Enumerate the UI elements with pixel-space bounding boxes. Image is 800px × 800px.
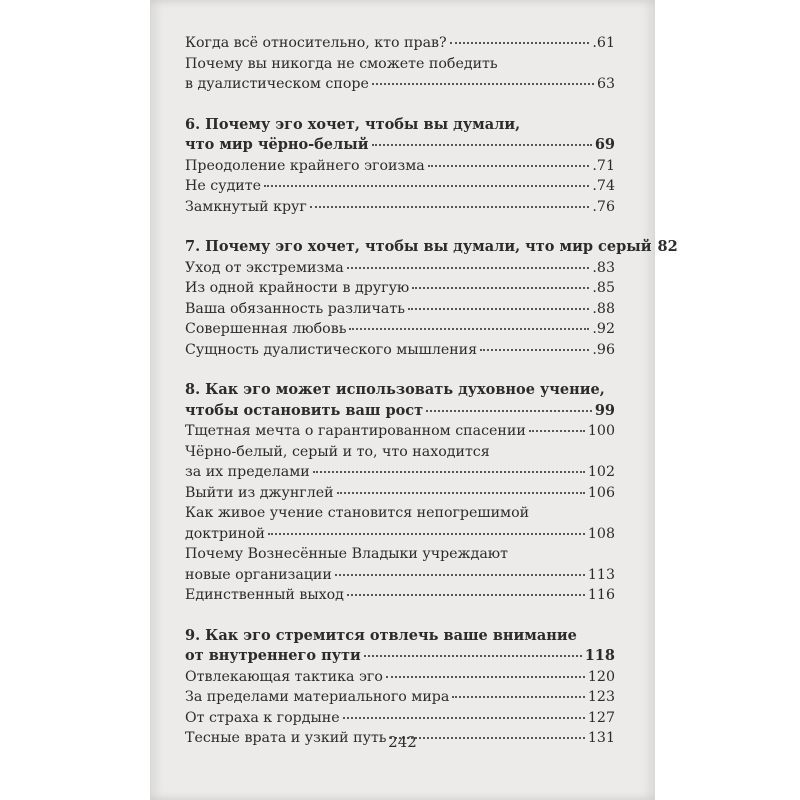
leader-dots <box>412 286 589 289</box>
leader-dots <box>386 675 585 678</box>
entry-page: .71 <box>592 157 615 174</box>
toc-entry <box>185 462 615 483</box>
entry-title: Тщетная мечта о гарантированном спасении <box>185 423 526 439</box>
entry-title-line: Почему вы никогда не сможете победить <box>185 55 498 72</box>
leader-dots <box>268 532 585 535</box>
entry-title: Сущность дуалистического мышления <box>185 341 478 358</box>
entry-title: Единственный выход <box>185 587 344 603</box>
toc-section <box>185 33 615 95</box>
leader-dots <box>264 184 589 187</box>
toc-section <box>185 626 615 749</box>
entry-title: доктриной <box>185 525 265 542</box>
entry-page: .83 <box>592 259 615 276</box>
entry-title: Из одной крайности в другую <box>185 280 410 296</box>
entry-title: Уход от экстремизма <box>185 259 344 276</box>
chapter-heading <box>185 135 615 156</box>
chapter-title: от внутреннего пути <box>185 647 361 664</box>
toc-entry <box>185 197 615 218</box>
entry-title: Отвлекающая тактика эго <box>185 668 383 685</box>
entry-page: 102 <box>587 464 615 480</box>
leader-dots <box>313 470 585 473</box>
chapter-title: чтобы остановить ваш рост <box>185 401 424 419</box>
entry-page: .88 <box>592 300 615 317</box>
entry-title: Не судите <box>185 178 262 194</box>
entry-title: за их пределами <box>185 464 310 480</box>
toc-section <box>185 115 615 218</box>
leader-dots <box>347 593 585 596</box>
entry-page: 120 <box>587 668 615 685</box>
leader-dots <box>452 695 585 698</box>
leader-dots <box>372 82 594 85</box>
leader-dots <box>450 41 590 44</box>
leader-dots <box>428 164 590 167</box>
toc-entry <box>185 278 615 299</box>
entry-page: .92 <box>592 321 615 337</box>
leader-dots <box>372 143 592 146</box>
leader-dots <box>335 573 585 576</box>
toc-entry <box>185 74 615 95</box>
entry-page: 131 <box>587 730 615 746</box>
toc-section <box>185 237 678 360</box>
chapter-page: 69 <box>594 136 615 153</box>
entry-page: 123 <box>587 689 615 705</box>
chapter-heading-line: 6. Почему эго хочет, чтобы вы думали, <box>185 115 521 133</box>
entry-page: 63 <box>596 76 615 92</box>
entry-title: Замкнутый круг <box>185 198 307 215</box>
chapter-page: 82 <box>657 238 678 255</box>
entry-title: Выйти из джунглей <box>185 484 334 501</box>
toc-entry <box>185 319 615 340</box>
leader-dots <box>426 409 592 412</box>
entry-title: новые организации <box>185 566 332 583</box>
leader-dots <box>349 327 589 330</box>
toc-entry <box>185 33 615 54</box>
leader-dots <box>347 266 590 269</box>
entry-title-line: Чёрно-белый, серый и то, что находится <box>185 443 490 460</box>
toc-entry <box>185 421 615 442</box>
chapter-heading-line: 9. Как эго стремится отвлечь ваше внимание <box>185 626 577 644</box>
entry-title-line: Как живое учение становится непогрешимой <box>185 505 530 521</box>
toc-entry <box>185 667 615 688</box>
leader-dots <box>337 491 585 494</box>
toc-entry <box>185 176 615 197</box>
entry-title: Преодоление крайнего эгоизма <box>185 157 425 174</box>
toc-entry <box>185 156 615 177</box>
entry-title-line: Почему Вознесённые Владыки учреждают <box>185 546 509 562</box>
entry-title: Когда всё относительно, кто прав? <box>185 35 447 51</box>
entry-page: 127 <box>587 709 615 726</box>
entry-page: 100 <box>587 423 615 439</box>
entry-title: Тесные врата и узкий путь <box>185 730 387 746</box>
chapter-heading <box>185 237 678 258</box>
toc-entry <box>185 258 615 279</box>
book-page <box>150 0 678 800</box>
leader-dots <box>529 429 585 432</box>
chapter-page: 99 <box>594 401 615 419</box>
toc-entry <box>185 524 615 545</box>
toc-entry <box>185 565 615 586</box>
entry-page: .96 <box>592 341 615 358</box>
toc-entry <box>185 483 615 504</box>
leader-dots <box>364 654 582 657</box>
leader-dots <box>343 716 585 719</box>
chapter-title: что мир чёрно-белый <box>185 136 369 153</box>
table-of-contents <box>185 33 678 769</box>
entry-page: 108 <box>587 525 615 542</box>
toc-entry <box>185 585 615 606</box>
entry-title: в дуалистическом споре <box>185 76 369 92</box>
entry-page: .76 <box>592 198 615 215</box>
entry-page: .61 <box>592 35 615 51</box>
leader-dots <box>480 348 589 351</box>
entry-page: .85 <box>592 280 615 296</box>
entry-title: Ваша обязанность различать <box>185 300 405 317</box>
page-number: 242 <box>388 733 417 751</box>
chapter-heading-line: 8. Как эго может использовать духовное учение, <box>185 381 605 398</box>
leader-dots <box>310 205 590 208</box>
toc-section <box>185 380 615 606</box>
entry-title: Совершенная любовь <box>185 321 347 337</box>
entry-page: .74 <box>592 178 615 194</box>
toc-entry <box>185 299 615 320</box>
entry-title: За пределами материального мира <box>185 689 450 705</box>
chapter-heading <box>185 401 615 422</box>
toc-entry <box>185 708 615 729</box>
entry-page: 116 <box>587 587 615 603</box>
toc-entry <box>185 340 615 361</box>
entry-page: 113 <box>587 566 615 583</box>
chapter-heading <box>185 646 615 667</box>
chapter-page: 118 <box>584 647 615 664</box>
entry-title: От страха к гордыне <box>185 709 340 726</box>
leader-dots <box>408 307 590 310</box>
toc-entry <box>185 687 615 708</box>
chapter-title: 7. Почему эго хочет, чтобы вы думали, что мир серый <box>185 238 652 255</box>
entry-page: 106 <box>587 484 615 501</box>
